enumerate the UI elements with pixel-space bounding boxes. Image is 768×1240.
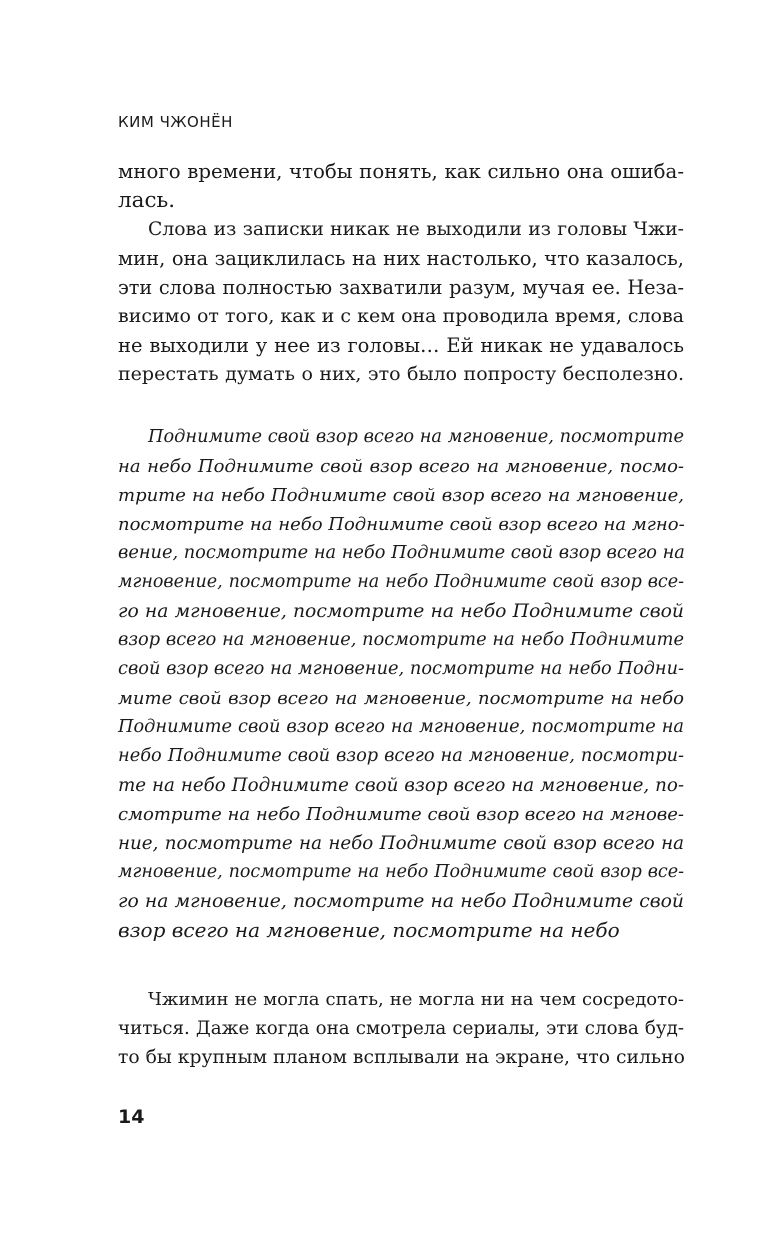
- text-line: читься. Даже когда она смотрела сериалы, эти слова буд-: [118, 1018, 684, 1039]
- quote-line: мите свой взор всего на мгновение, посмотрите на небо: [118, 688, 684, 709]
- quote-line: Поднимите свой взор всего на мгновение, посмотрите на: [118, 717, 684, 737]
- page-number: 14: [118, 1106, 145, 1128]
- quote-line: те на небо Поднимите свой взор всего на мгновение, по-: [118, 775, 684, 796]
- running-head: КИМ ЧЖОНЁН: [118, 113, 233, 131]
- quote-line: небо Поднимите свой взор всего на мгновение, посмотри-: [118, 746, 684, 766]
- quote-line: ние, посмотрите на небо Поднимите свой взор всего на: [118, 833, 684, 854]
- quote-line: смотрите на небо Поднимите свой взор всего на мгнове-: [118, 804, 684, 825]
- quote-line: взор всего на мгновение, посмотрите на небо Поднимите: [118, 630, 684, 650]
- text-line: висимо от того, как и с кем она проводила время, слова: [118, 305, 684, 327]
- text-line: не выходили у нее из головы… Ей никак не удавалось: [118, 334, 684, 357]
- quote-line: мгновение, посмотрите на небо Поднимите свой взор все-: [118, 572, 684, 592]
- text-line: то бы крупным планом всплывали на экране, что сильно: [118, 1047, 685, 1068]
- quote-line: взор всего на мгновение, посмотрите на небо: [118, 918, 620, 942]
- text-line: много времени, чтобы понять, как сильно она ошиба-: [118, 160, 684, 183]
- quote-line: Поднимите свой взор всего на мгновение, посмотрите: [148, 427, 684, 447]
- quote-line: свой взор всего на мгновение, посмотрите на небо Подни-: [118, 659, 684, 679]
- quote-line: го на мгновение, посмотрите на небо Поднимите свой: [118, 891, 684, 912]
- text-line: лась.: [118, 188, 176, 213]
- text-line: перестать думать о них, это было попросту бесполезно.: [118, 363, 684, 385]
- quote-line: на небо Поднимите свой взор всего на мгновение, посмо-: [118, 456, 684, 477]
- quote-line: го на мгновение, посмотрите на небо Поднимите свой: [118, 601, 684, 622]
- text-line: Чжимин не могла спать, не могла ни на чем сосредото-: [148, 989, 684, 1010]
- text-line: эти слова полностью захватили разум, мучая ее. Неза-: [118, 276, 684, 299]
- text-line: мин, она зациклилась на них настолько, что казалось,: [118, 247, 684, 270]
- quote-line: трите на небо Поднимите свой взор всего на мгновение,: [118, 485, 684, 506]
- quote-line: вение, посмотрите на небо Поднимите свой взор всего на: [118, 543, 685, 563]
- quote-line: посмотрите на небо Поднимите свой взор всего на мгно-: [118, 514, 685, 535]
- quote-line: мгновение, посмотрите на небо Поднимите свой взор все-: [118, 862, 684, 882]
- text-line: Слова из записки никак не выходили из головы Чжи-: [148, 219, 684, 240]
